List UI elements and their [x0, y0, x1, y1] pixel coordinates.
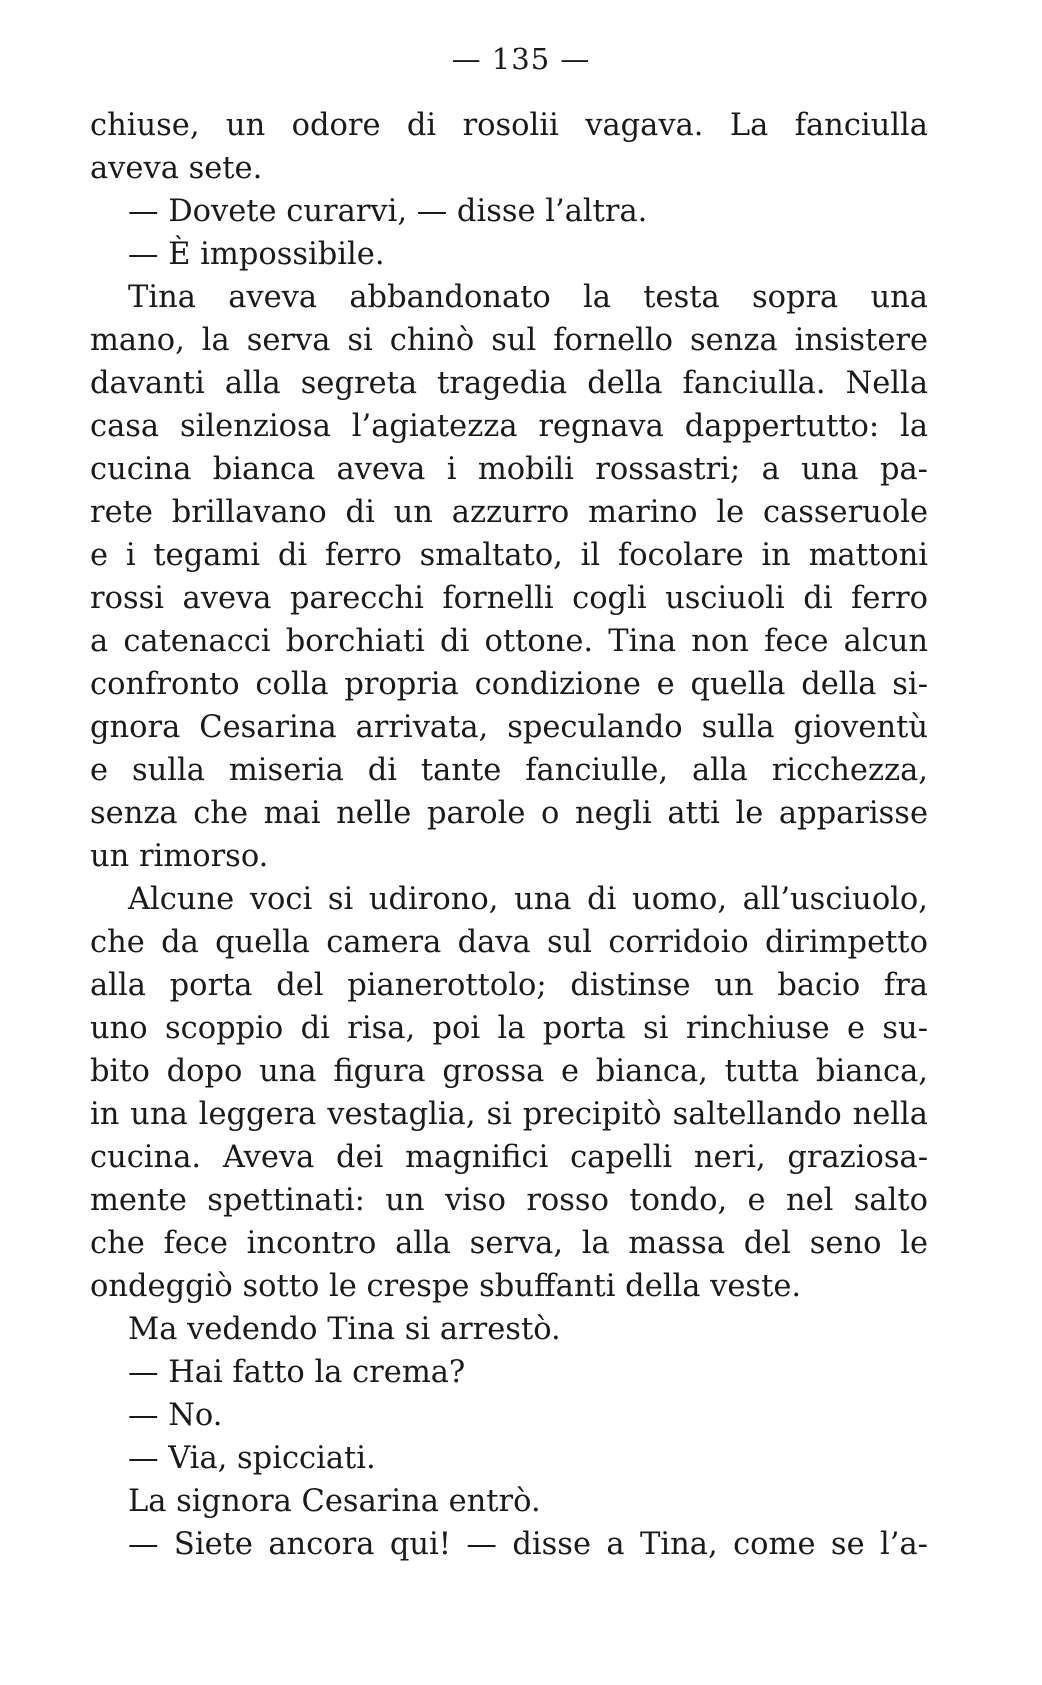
text-line: Ma vedendo Tina si arrestò. — [128, 1312, 561, 1347]
text-line: senza che mai nelle parole o negli atti le apparisse — [90, 796, 928, 831]
text-line: bito dopo una figura grossa e bianca, tutta bianca, — [90, 1054, 928, 1089]
text-line: che da quella camera dava sul corridoio dirimpetto — [90, 925, 928, 960]
text-line: — Dovete curarvi, — disse l’altra. — [128, 194, 648, 229]
text-line: Tina aveva abbandonato la testa sopra una — [128, 280, 928, 315]
text-line: chiuse, un odore di rosolii vagava. La fanciulla — [90, 108, 928, 143]
text-line: — Via, spicciati. — [128, 1441, 376, 1476]
text-line: aveva sete. — [90, 151, 263, 186]
text-line: a catenacci borchiati di ottone. Tina non fece alcun — [90, 624, 928, 659]
text-line: in una leggera vestaglia, si precipitò saltellando nella — [90, 1097, 928, 1132]
text-line: gnora Cesarina arrivata, speculando sulla gioventù — [90, 710, 928, 745]
text-line: — Siete ancora qui! — disse a Tina, come se l’a- — [128, 1527, 928, 1562]
text-line: e sulla miseria di tante fanciulle, alla ricchezza, — [90, 753, 928, 788]
text-line: rossi aveva parecchi fornelli cogli usciuoli di ferro — [90, 581, 928, 616]
text-line: confronto colla propria condizione e quella della si- — [90, 667, 928, 702]
text-line: che fece incontro alla serva, la massa del seno le — [90, 1226, 928, 1261]
text-line: mano, la serva si chinò sul fornello senza insistere — [90, 323, 928, 358]
text-line: ondeggiò sotto le crespe sbuffanti della veste. — [90, 1269, 802, 1304]
text-line: un rimorso. — [90, 839, 269, 874]
text-line: rete brillavano di un azzurro marino le casseruole — [90, 495, 928, 530]
text-line: e i tegami di ferro smaltato, il focolare in mattoni — [90, 538, 928, 573]
text-line: — È impossibile. — [128, 237, 385, 272]
text-line: La signora Cesarina entrò. — [128, 1484, 541, 1519]
text-line: cucina bianca aveva i mobili rossastri; a una pa- — [90, 452, 928, 487]
text-line: uno scoppio di risa, poi la porta si rinchiuse e su- — [90, 1011, 928, 1046]
text-line: casa silenziosa l’agiatezza regnava dappertutto: la — [90, 409, 928, 444]
text-line: — No. — [128, 1398, 223, 1433]
body-text — [90, 104, 928, 1566]
text-line: davanti alla segreta tragedia della fanciulla. Nella — [90, 366, 928, 401]
text-line: cucina. Aveva dei magnifici capelli neri, graziosa- — [90, 1140, 928, 1175]
text-line: mente spettinati: un viso rosso tondo, e nel salto — [90, 1183, 928, 1218]
text-line: Alcune voci si udirono, una di uomo, all’usciuolo, — [128, 882, 928, 917]
page-number: — 135 — — [451, 42, 591, 76]
text-line: — Hai fatto la crema? — [128, 1355, 466, 1390]
text-line: alla porta del pianerottolo; distinse un bacio fra — [90, 968, 928, 1003]
